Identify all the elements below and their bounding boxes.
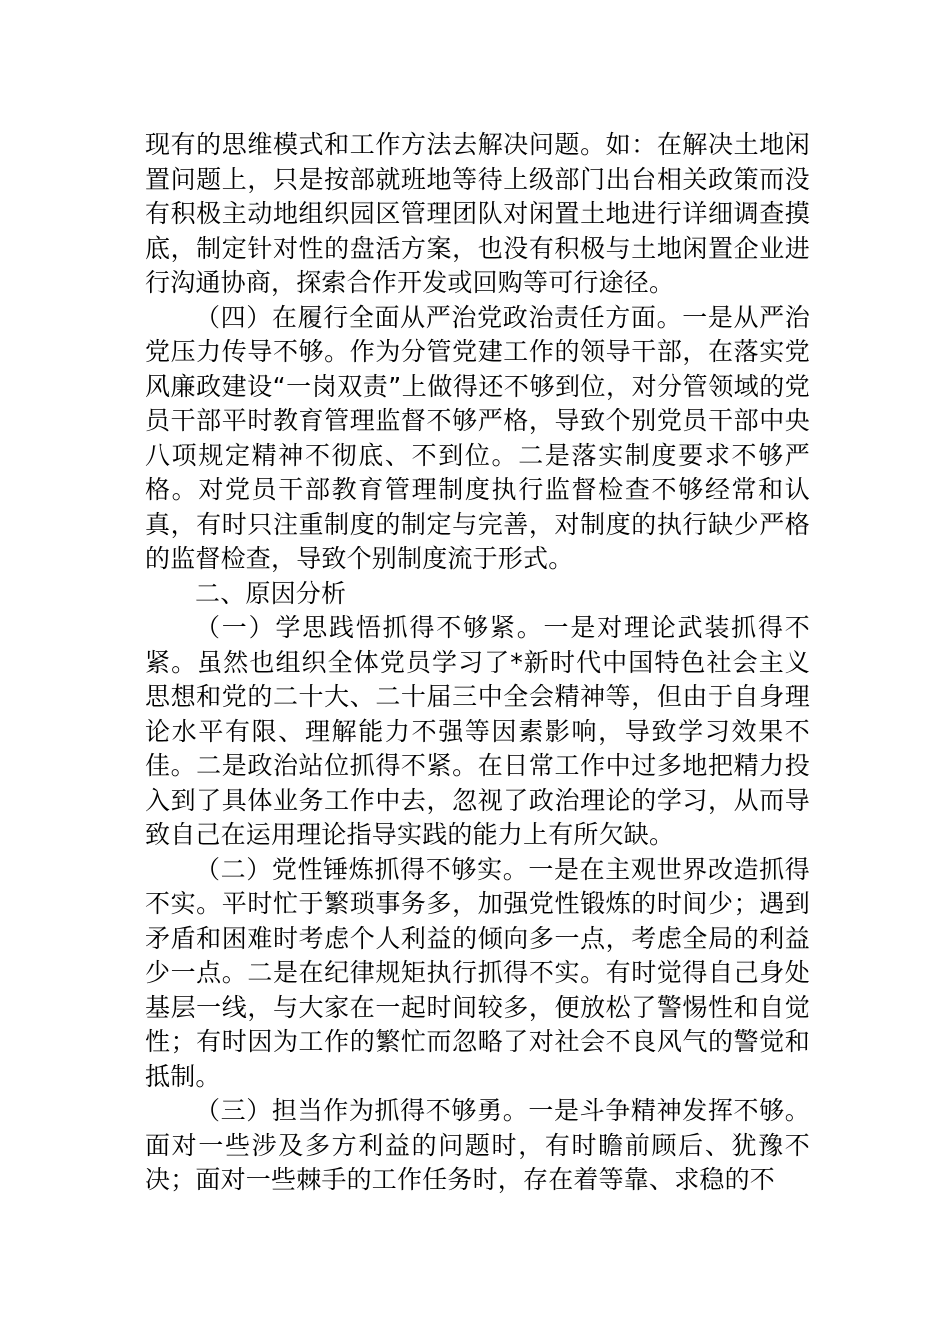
paragraph-cause-three: （三）担当作为抓得不够勇。一是斗争精神发挥不够。面对一些涉及多方利益的问题时，有时瞻前顾后、犹豫不决；面对一些棘手的工作任务时，存在着等靠、求稳的不	[145, 1096, 810, 1194]
document-body	[145, 128, 810, 1198]
heading-cause-analysis: 二、原因分析	[195, 578, 347, 608]
paragraph-cause-one: （一）学思践悟抓得不够紧。一是对理论武装抓得不紧。虽然也组织全体党员学习了*新时代中国特色社会主义思想和党的二十大、二十届三中全会精神等，但由于自身理论水平有限、理解能力不强等因素影响，导致学习效果不佳。二是政治站位抓得不紧。在日常工作中过多地把精力投入到了具体业务工作中去，忽视了政治理论的学习，从而导致自己在运用理论指导实践的能力上有所欠缺。	[145, 613, 810, 849]
paragraph-section-four: （四）在履行全面从严治党政治责任方面。一是从严治党压力传导不够。作为分管党建工作的领导干部，在落实党风廉政建设“一岗双责”上做得还不够到位，对分管领域的党员干部平时教育管理监督不够严格，导致个别党员干部中央八项规定精神不彻底、不到位。二是落实制度要求不够严格。对党员干部教育管理制度执行监督检查不够经常和认真，有时只注重制度的制定与完善，对制度的执行缺少严格的监督检查，导致个别制度流于形式。	[145, 302, 810, 573]
paragraph-continuation: 现有的思维模式和工作方法去解决问题。如：在解决土地闲置问题上，只是按部就班地等待上级部门出台相关政策而没有积极主动地组织园区管理团队对闲置土地进行详细调查摸底，制定针对性的盘活方案，也没有积极与土地闲置企业进行沟通协商，探索合作开发或回购等可行途径。	[145, 130, 810, 297]
paragraph-cause-two: （二）党性锤炼抓得不够实。一是在主观世界改造抓得不实。平时忙于繁琐事务多，加强党性锻炼的时间少；遇到矛盾和困难时考虑个人利益的倾向多一点，考虑全局的利益少一点。二是在纪律规矩执行抓得不实。有时觉得自己身处基层一线，与大家在一起时间较多，便放松了警惕性和自觉性；有时因为工作的繁忙而忽略了对社会不良风气的警觉和抵制。	[145, 854, 810, 1091]
